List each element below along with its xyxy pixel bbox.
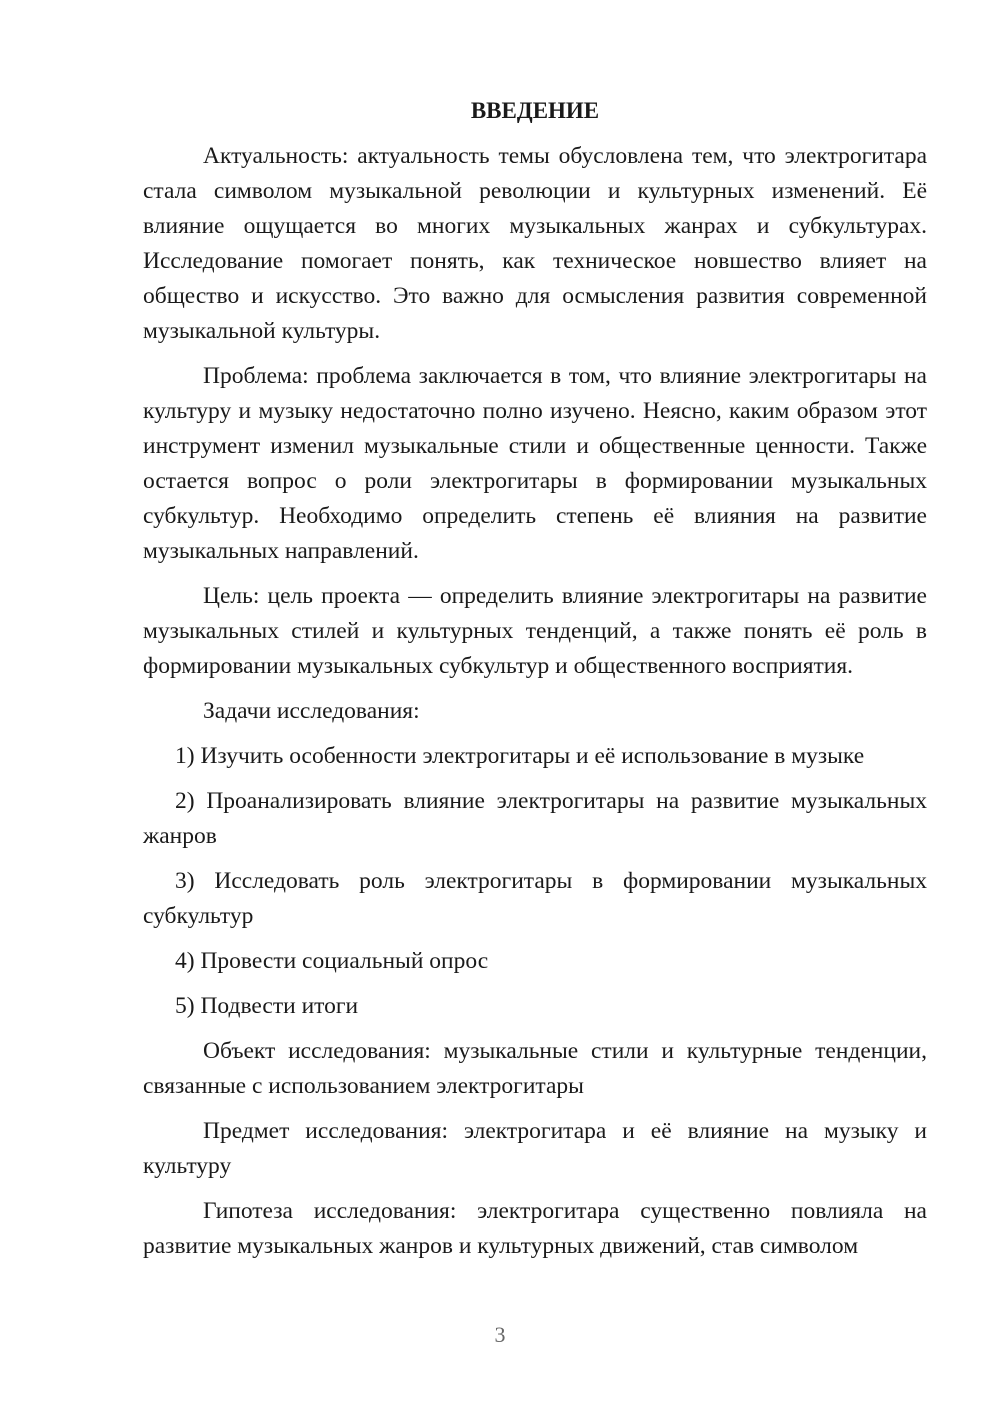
tasks-heading: Задачи исследования:	[203, 698, 420, 724]
subject-paragraph: Предмет исследования: электрогитара и её влияние на музыку и культуру	[143, 1118, 927, 1179]
page-content	[143, 95, 927, 1274]
task-item-3: 3) Исследовать роль электрогитары в формировании музыкальных субкультур	[143, 868, 927, 929]
task-item-2: 2) Проанализировать влияние электрогитары на развитие музыкальных жанров	[143, 788, 927, 849]
problem-paragraph: Проблема: проблема заключается в том, что влияние электрогитары на культуру и музыку недостаточно полно изучено. Неясно, каким образом этот инструмент изменил музыкальные стили и общественные ценности. Также остается вопрос о роли электрогитары в формировании музыкальных субкультур. Необходимо определить степень её влияния на развитие музыкальных направлений.	[143, 363, 927, 564]
relevance-paragraph: Актуальность: актуальность темы обусловлена тем, что электрогитара стала символом музыкальной революции и культурных изменений. Её влияние ощущается во многих музыкальных жанрах и субкультурах. Исследование помогает понять, как техническое новшество влияет на общество и искусство. Это важно для осмысления развития современной музыкальной культуры.	[143, 143, 927, 344]
page-number: 3	[494, 1322, 506, 1347]
goal-paragraph: Цель: цель проекта — определить влияние электрогитары на развитие музыкальных стилей и культурных тенденций, а также понять её роль в формировании музыкальных субкультур и общественного восприятия.	[143, 583, 927, 679]
task-item-4: 4) Провести социальный опрос	[175, 948, 489, 974]
hypothesis-paragraph: Гипотеза исследования: электрогитара существенно повлияла на развитие музыкальных жанров и культурных движений, став символом	[143, 1198, 927, 1259]
task-item-1: 1) Изучить особенности электрогитары и её использование в музыке	[175, 743, 865, 769]
page-title: ВВЕДЕНИЕ	[470, 98, 600, 123]
task-item-5: 5) Подвести итоги	[175, 993, 359, 1019]
object-paragraph: Объект исследования: музыкальные стили и культурные тенденции, связанные с использованием электрогитары	[143, 1038, 927, 1099]
